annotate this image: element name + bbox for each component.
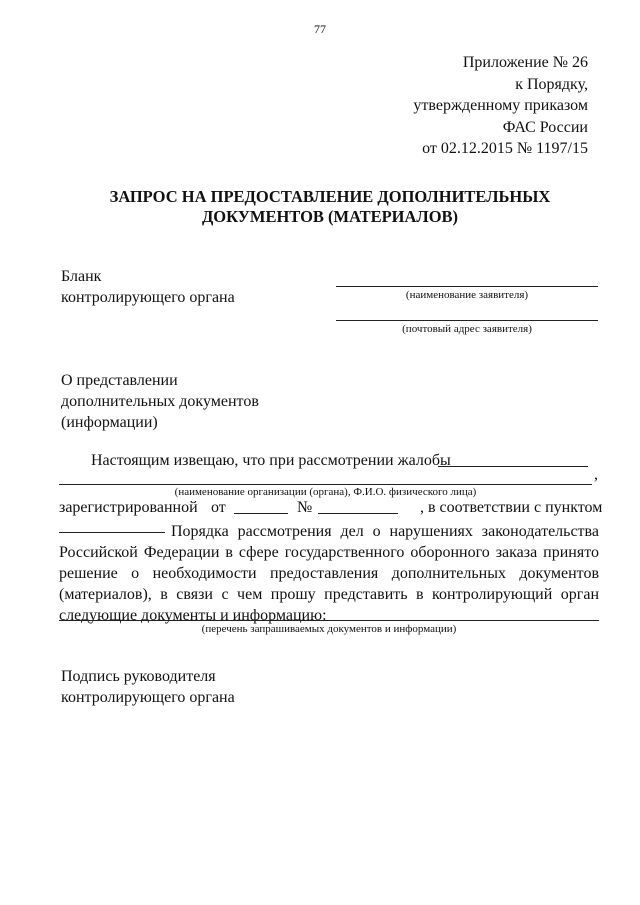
organization-line	[59, 484, 592, 485]
subject-line: (информации)	[61, 414, 158, 431]
signature-line: Подпись руководителя	[61, 668, 216, 685]
body-paragraph	[59, 521, 599, 626]
page-number: 77	[314, 22, 326, 36]
document-title	[40, 187, 620, 227]
date-blank-line	[234, 513, 288, 514]
clause-blank-line	[59, 532, 165, 533]
documents-list-caption: (перечень запрашиваемых документов и информации)	[201, 623, 457, 635]
letter-subject	[61, 370, 259, 433]
appendix-line: утвержденному приказом	[413, 97, 588, 114]
title-line: ДОКУМЕНТОВ (МАТЕРИАЛОВ)	[201, 207, 459, 226]
signature-line: контролирующего органа	[61, 689, 235, 706]
organization-caption: (наименование организации (органа), Ф.И.О. физического лица)	[174, 486, 477, 498]
documents-list-line	[59, 620, 599, 621]
title-line: ЗАПРОС НА ПРЕДОСТАВЛЕНИЕ ДОПОЛНИТЕЛЬНЫХ	[109, 187, 551, 206]
applicant-name-line	[336, 286, 598, 287]
body-intro: Настоящим извещаю, что при рассмотрении жалобы	[91, 452, 451, 469]
applicant-address-line	[336, 320, 598, 321]
from-word: от	[211, 499, 226, 516]
number-sign: №	[297, 499, 313, 516]
complaint-blank-line	[438, 466, 588, 467]
appendix-line: от 02.12.2015 № 1197/15	[422, 140, 588, 157]
subject-line: дополнительных документов	[61, 393, 259, 410]
according-phrase: , в соответствии с пунктом	[420, 499, 603, 516]
blank-line: Бланк	[61, 268, 102, 285]
applicant-address-caption: (почтовый адрес заявителя)	[402, 323, 532, 335]
signature-block	[61, 666, 235, 708]
blank-line: контролирующего органа	[61, 289, 235, 306]
organization-comma: ,	[594, 466, 598, 483]
appendix-line: к Порядку,	[515, 75, 588, 93]
registered-word: зарегистрированной	[59, 499, 198, 516]
subject-line: О представлении	[61, 372, 178, 389]
letterhead-blank	[61, 266, 235, 308]
appendix-line: Приложение № 26	[462, 54, 588, 71]
paragraph-text: Порядка рассмотрения дел о нарушениях законодательства Российской Федерации в сфере государственного оборонного заказа принято решение о необходимости предоставления дополнительных документов (материалов), в связи с чем прошу представить в контролирующий орган следующие документы и информацию:	[59, 523, 599, 624]
number-blank-line	[318, 513, 398, 514]
appendix-line: ФАС России	[502, 118, 588, 136]
applicant-name-caption: (наименование заявителя)	[405, 289, 529, 301]
appendix-header	[413, 52, 588, 160]
